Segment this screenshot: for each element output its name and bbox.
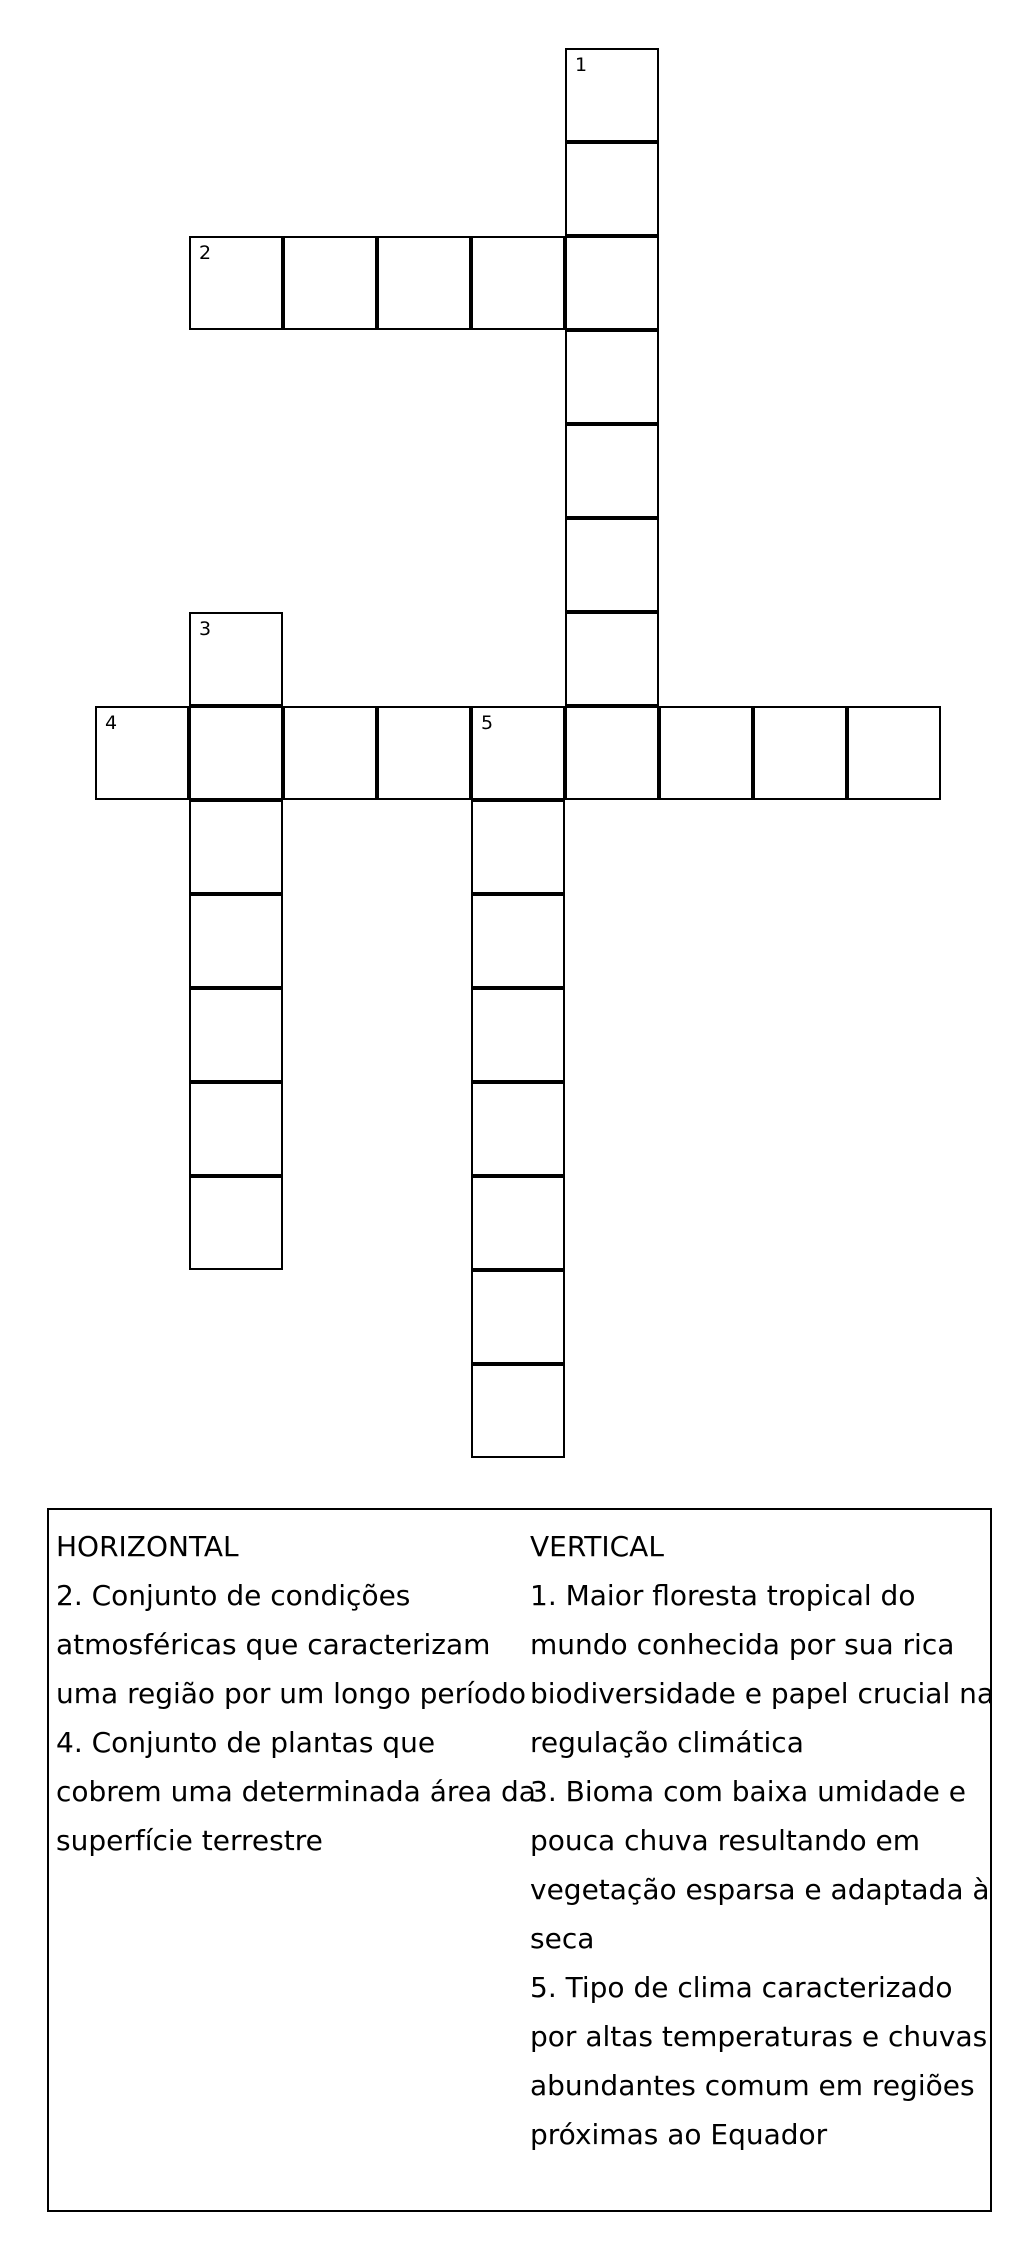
clue-line: por altas temperaturas e chuvas xyxy=(530,2020,988,2053)
crossword-cell[interactable] xyxy=(471,1270,565,1364)
vertical-clues xyxy=(530,1522,995,2159)
crossword-cell[interactable] xyxy=(471,706,565,800)
crossword-cell[interactable] xyxy=(189,800,283,894)
crossword-cell[interactable] xyxy=(471,1364,565,1458)
crossword-cell[interactable] xyxy=(189,1176,283,1270)
clue-line: 3. Bioma com baixa umidade e xyxy=(530,1775,966,1808)
clue-line: regulação climática xyxy=(530,1726,804,1759)
clue-line: mundo conhecida por sua rica xyxy=(530,1628,955,1661)
crossword-cell[interactable] xyxy=(471,800,565,894)
crossword-cell[interactable] xyxy=(377,236,471,330)
crossword-cell[interactable] xyxy=(189,612,283,706)
clue-line: 5. Tipo de clima caracterizado xyxy=(530,1971,953,2004)
crossword-cell[interactable] xyxy=(565,518,659,612)
crossword-cell[interactable] xyxy=(189,236,283,330)
clue-line: abundantes comum em regiões xyxy=(530,2069,975,2102)
crossword-cell[interactable] xyxy=(95,706,189,800)
crossword-cell[interactable] xyxy=(753,706,847,800)
crossword-cell[interactable] xyxy=(471,1082,565,1176)
crossword-cell[interactable] xyxy=(847,706,941,800)
clue-line: 1. Maior floresta tropical do xyxy=(530,1579,916,1612)
crossword-cell[interactable] xyxy=(565,612,659,706)
vertical-heading: VERTICAL xyxy=(530,1530,664,1563)
clue-line: uma região por um longo período xyxy=(56,1677,526,1710)
crossword-cell[interactable] xyxy=(189,706,283,800)
crossword-cell[interactable] xyxy=(471,1176,565,1270)
crossword-cell[interactable] xyxy=(565,236,659,330)
horizontal-heading: HORIZONTAL xyxy=(56,1530,239,1563)
clue-line: 4. Conjunto de plantas que xyxy=(56,1726,436,1759)
crossword-cell[interactable] xyxy=(565,424,659,518)
crossword-cell[interactable] xyxy=(283,236,377,330)
crossword-cell[interactable] xyxy=(471,988,565,1082)
clue-number: 3 xyxy=(199,618,212,640)
clues-box xyxy=(47,1508,995,2212)
clue-line: atmosféricas que caracterizam xyxy=(56,1628,491,1661)
crossword-cell[interactable] xyxy=(189,988,283,1082)
crossword-cell[interactable] xyxy=(565,706,659,800)
horizontal-clues xyxy=(56,1522,536,1865)
clue-line: seca xyxy=(530,1922,595,1955)
crossword-cell[interactable] xyxy=(565,142,659,236)
crossword-cell[interactable] xyxy=(565,330,659,424)
crossword-cell[interactable] xyxy=(189,1082,283,1176)
clue-number: 4 xyxy=(105,712,118,734)
clue-line: 2. Conjunto de condições xyxy=(56,1579,411,1612)
crossword-cell[interactable] xyxy=(471,236,565,330)
crossword-cell[interactable] xyxy=(377,706,471,800)
clue-line: superfície terrestre xyxy=(56,1824,323,1857)
clue-number: 1 xyxy=(575,54,588,76)
clue-line: pouca chuva resultando em xyxy=(530,1824,921,1857)
crossword-cell[interactable] xyxy=(659,706,753,800)
crossword-cell[interactable] xyxy=(283,706,377,800)
crossword-cell[interactable] xyxy=(565,48,659,142)
crossword-cell[interactable] xyxy=(189,894,283,988)
clue-number: 5 xyxy=(481,712,494,734)
clue-number: 2 xyxy=(199,242,212,264)
crossword-cell[interactable] xyxy=(471,894,565,988)
clue-line: próximas ao Equador xyxy=(530,2118,828,2151)
clue-line: vegetação esparsa e adaptada à xyxy=(530,1873,990,1906)
clue-line: biodiversidade e papel crucial na xyxy=(530,1677,995,1710)
clue-line: cobrem uma determinada área da xyxy=(56,1775,536,1808)
